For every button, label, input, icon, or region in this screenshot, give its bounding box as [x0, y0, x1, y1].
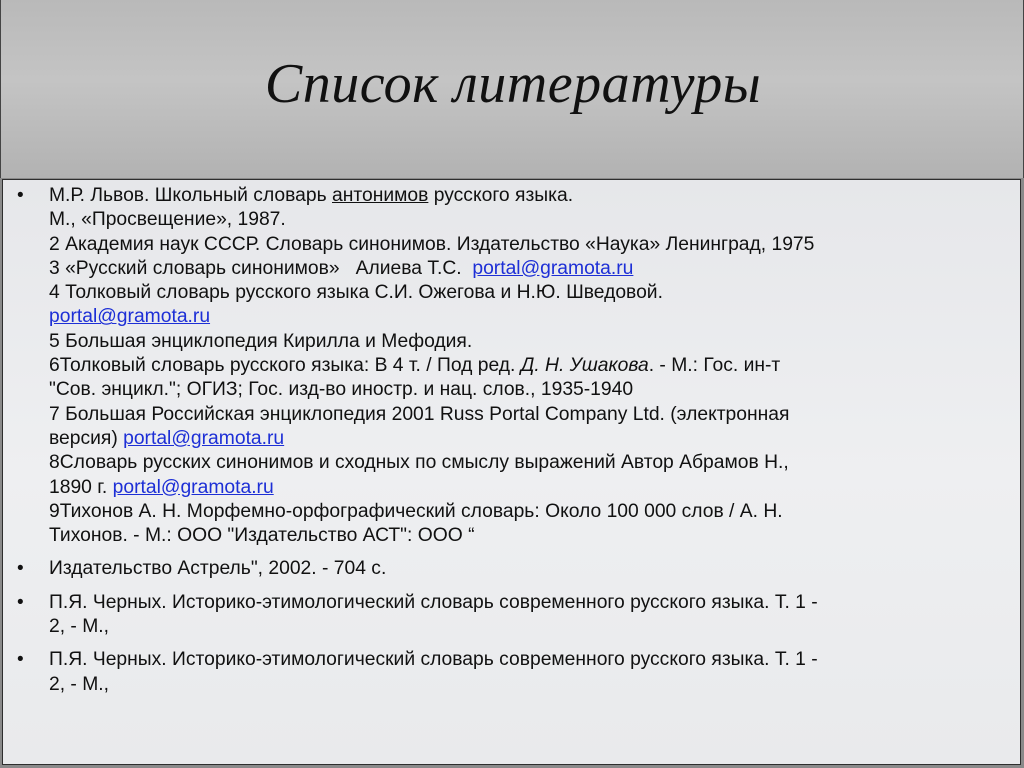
bibliography-content [2, 179, 1021, 765]
entry-line [49, 305, 1014, 329]
entry-line: 5 Большая энциклопедия Кирилла и Мефодия. [49, 330, 473, 352]
entry-line [49, 184, 1014, 208]
entry-text: русского языка. [428, 185, 574, 206]
entry-text: 6Толковый словарь русского языка: В 4 т. / Под ред. [49, 355, 521, 377]
entry-line [49, 427, 1014, 451]
entry-line: П.Я. Черных. Историко-этимологический словарь современного русского языка. Т. 1 - [49, 649, 818, 671]
entry-line [49, 476, 1014, 500]
bullet-icon: • [17, 591, 24, 613]
entry-line: "Сов. энцикл."; ОГИЗ; Гос. изд-во иностр. и нац. слов., 1935-1940 [49, 379, 634, 401]
entry-line: Издательство Астрель", 2002. - 704 с. [49, 558, 387, 580]
email-link[interactable]: portal@gramota.ru [123, 427, 285, 449]
entry-line: 4 Толковый словарь русского языка С.И. Ожегова и Н.Ю. Шведовой. [49, 282, 663, 304]
bullet-icon: • [17, 649, 24, 671]
entry-text: версия) [49, 427, 124, 449]
entry-text: 1890 г. [49, 476, 113, 498]
entry-line: 2, - М., [49, 673, 109, 695]
bullet-icon: • [17, 558, 24, 580]
entry-text: . - М.: Гос. ин-т [648, 355, 781, 377]
title-bar [0, 0, 1024, 178]
email-link[interactable]: portal@gramota.ru [472, 257, 634, 279]
bibliography-list [3, 184, 1022, 706]
entry-text: М.Р. Львов. Школьный словарь [49, 185, 333, 206]
bibliography-item-2 [3, 557, 1022, 581]
entry-line: Тихонов. - М.: ООО "Издательство АСТ": ООО “ [49, 525, 475, 547]
bibliography-item-3 [3, 591, 1022, 640]
entry-line: М., «Просвещение», 1987. [49, 209, 286, 231]
entry-line: 2, - М., [49, 616, 109, 638]
entry-line [49, 257, 1014, 281]
entry-line [49, 354, 1014, 378]
bibliography-item-1 [3, 184, 1022, 548]
entry-line: 8Словарь русских синонимов и сходных по смыслу выражений Автор Абрамов Н., [49, 452, 789, 474]
email-link[interactable]: portal@gramota.ru [49, 306, 211, 328]
entry-line: 2 Академия наук СССР. Словарь синонимов. Издательство «Наука» Ленинград, 1975 [49, 233, 815, 255]
slide-title: Список литературы [264, 53, 762, 115]
bullet-icon: • [17, 185, 24, 206]
entry-text: 3 «Русский словарь синонимов» Алиева Т.С. [49, 257, 473, 279]
editor-name: Д. Н. Ушакова [520, 355, 649, 377]
email-link[interactable]: portal@gramota.ru [112, 476, 274, 498]
entry-line: 9Тихонов А. Н. Морфемно-орфографический словарь: Около 100 000 слов / А. Н. [49, 500, 783, 522]
underlined-word: антонимов [332, 185, 429, 206]
entry-line: 7 Большая Российская энциклопедия 2001 Russ Portal Company Ltd. (электронная [49, 403, 790, 425]
entry-line: П.Я. Черных. Историко-этимологический словарь современного русского языка. Т. 1 - [49, 591, 818, 613]
bibliography-item-4 [3, 648, 1022, 697]
